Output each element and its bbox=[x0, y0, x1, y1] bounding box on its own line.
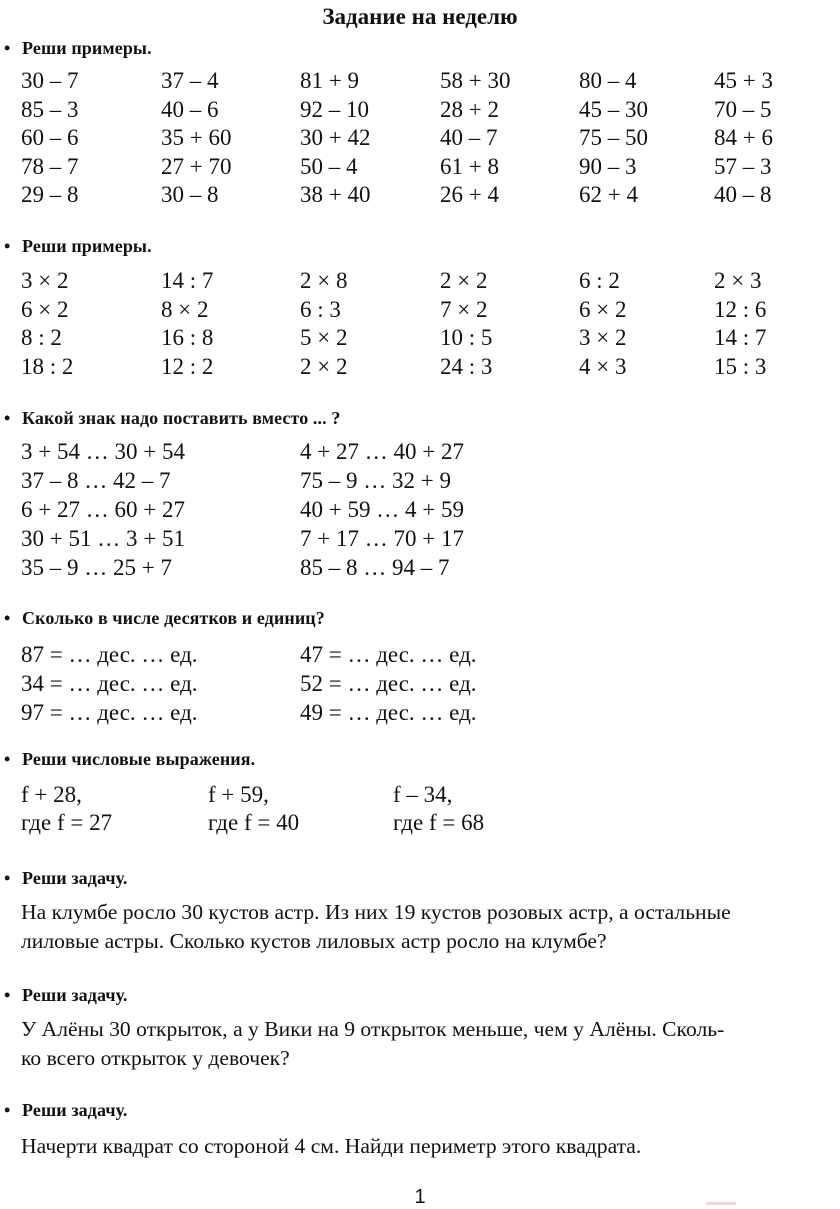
example-item: 28 + 2 bbox=[440, 96, 499, 122]
example-item: 6 × 2 bbox=[21, 296, 69, 322]
expression-condition: где f = 40 bbox=[208, 810, 300, 835]
example-item: 38 + 40 bbox=[300, 182, 371, 207]
page-title: Задание на неделю bbox=[322, 4, 518, 29]
example-item: 14 : 7 bbox=[714, 325, 767, 350]
task-2-heading bbox=[4, 236, 152, 257]
example-item: 3 × 2 bbox=[21, 268, 69, 293]
example-item: 2 × 2 bbox=[440, 268, 488, 293]
example-item: 29 – 8 bbox=[21, 182, 79, 207]
example-item: 75 – 50 bbox=[579, 125, 648, 150]
example-item: 30 – 8 bbox=[161, 182, 219, 207]
example-item: 92 – 10 bbox=[300, 96, 369, 122]
example-item: 2 × 2 bbox=[300, 353, 348, 379]
example-item: 57 – 3 bbox=[714, 153, 772, 179]
comparison-item: 7 + 17 … 70 + 17 bbox=[300, 526, 464, 551]
task-8-heading bbox=[4, 1100, 127, 1121]
example-item: 6 × 2 bbox=[579, 296, 627, 322]
place-value-item: 47 = … дес. … ед. bbox=[300, 642, 477, 667]
expression-text: f + 59, bbox=[208, 782, 269, 807]
example-item: 80 – 4 bbox=[579, 68, 637, 93]
example-item: 27 + 70 bbox=[161, 153, 232, 179]
example-item: 7 × 2 bbox=[440, 296, 488, 322]
page-corner-mark bbox=[706, 1202, 736, 1205]
comparison-item: 30 + 51 … 3 + 51 bbox=[21, 526, 185, 551]
comparison-item: 3 + 54 … 30 + 54 bbox=[21, 439, 185, 464]
bullet-icon: • bbox=[4, 408, 11, 428]
example-item: 2 × 8 bbox=[300, 268, 348, 293]
example-item: 16 : 8 bbox=[161, 325, 214, 350]
problem-line: На клумбе росло 30 кустов астр. Из них 19 кустов розовых астр, а остальные bbox=[21, 900, 731, 924]
example-item: 4 × 3 bbox=[579, 353, 627, 379]
example-item: 85 – 3 bbox=[21, 96, 79, 122]
example-item: 40 – 8 bbox=[714, 182, 772, 207]
example-item: 90 – 3 bbox=[579, 153, 637, 179]
task-4-heading bbox=[4, 608, 325, 629]
example-item: 2 × 3 bbox=[714, 268, 762, 293]
example-item: 15 : 3 bbox=[714, 353, 767, 379]
bullet-icon: • bbox=[4, 1100, 11, 1120]
comparison-item: 35 – 9 … 25 + 7 bbox=[21, 555, 172, 580]
example-item: 45 + 3 bbox=[714, 68, 773, 93]
example-item: 60 – 6 bbox=[21, 125, 79, 150]
example-item: 30 – 7 bbox=[21, 68, 79, 93]
task-8-problem-text bbox=[21, 1132, 837, 1161]
example-item: 78 – 7 bbox=[21, 153, 79, 179]
task-7-heading-text: Реши задачу. bbox=[22, 985, 128, 1005]
bullet-icon: • bbox=[4, 236, 11, 256]
example-item: 61 + 8 bbox=[440, 153, 499, 179]
expression-item bbox=[208, 781, 299, 837]
task-6-heading-text: Реши задачу. bbox=[22, 868, 128, 888]
expression-condition: где f = 68 bbox=[393, 810, 485, 835]
example-item: 58 + 30 bbox=[440, 68, 511, 93]
expression-item bbox=[393, 781, 484, 837]
place-value-item: 34 = … дес. … ед. bbox=[21, 671, 198, 696]
expression-item bbox=[21, 781, 112, 837]
example-item: 6 : 2 bbox=[579, 268, 620, 293]
example-item: 84 + 6 bbox=[714, 125, 773, 150]
example-item: 6 : 3 bbox=[300, 296, 341, 322]
expression-text: f + 28, bbox=[21, 782, 82, 807]
place-value-item: 52 = … дес. … ед. bbox=[300, 671, 477, 696]
example-item: 10 : 5 bbox=[440, 325, 493, 350]
task-6-heading bbox=[4, 868, 127, 889]
place-value-item: 87 = … дес. … ед. bbox=[21, 642, 198, 667]
task-2-heading-text: Реши примеры. bbox=[22, 236, 152, 256]
example-item: 3 × 2 bbox=[579, 325, 627, 350]
example-item: 8 × 2 bbox=[161, 296, 209, 322]
task-1-heading-text: Реши примеры. bbox=[22, 38, 152, 58]
example-item: 81 + 9 bbox=[300, 68, 359, 93]
example-item: 35 + 60 bbox=[161, 125, 232, 150]
example-item: 40 – 7 bbox=[440, 125, 498, 150]
task-6-problem-text bbox=[21, 898, 837, 956]
task-8-heading-text: Реши задачу. bbox=[22, 1100, 128, 1120]
task-5-heading bbox=[4, 749, 255, 770]
task-7-problem-text bbox=[21, 1015, 837, 1073]
task-1-heading bbox=[4, 38, 152, 59]
example-item: 14 : 7 bbox=[161, 268, 214, 293]
place-value-item: 49 = … дес. … ед. bbox=[300, 700, 477, 725]
comparison-item: 4 + 27 … 40 + 27 bbox=[300, 439, 464, 464]
bullet-icon: • bbox=[4, 608, 11, 628]
task-3-heading bbox=[4, 408, 340, 429]
example-item: 70 – 5 bbox=[714, 96, 772, 122]
example-item: 30 + 42 bbox=[300, 125, 371, 150]
example-item: 12 : 6 bbox=[714, 296, 767, 322]
page-number: 1 bbox=[414, 1186, 426, 1208]
problem-line: У Алёны 30 открыток, а у Вики на 9 открыток меньше, чем у Алёны. Сколь- bbox=[21, 1017, 725, 1041]
example-item: 12 : 2 bbox=[161, 353, 214, 379]
example-item: 40 – 6 bbox=[161, 96, 219, 122]
task-5-heading-text: Реши числовые выражения. bbox=[22, 749, 256, 769]
example-item: 24 : 3 bbox=[440, 353, 493, 379]
example-item: 26 + 4 bbox=[440, 182, 499, 207]
example-item: 5 × 2 bbox=[300, 325, 348, 350]
task-4-heading-text: Сколько в числе десятков и единиц? bbox=[22, 608, 325, 628]
example-item: 37 – 4 bbox=[161, 68, 219, 93]
bullet-icon: • bbox=[4, 38, 11, 58]
comparison-item: 37 – 8 … 42 – 7 bbox=[21, 468, 171, 493]
place-value-item: 97 = … дес. … ед. bbox=[21, 700, 198, 725]
bullet-icon: • bbox=[4, 985, 11, 1005]
problem-line: ко всего открыток у девочек? bbox=[21, 1046, 290, 1070]
bullet-icon: • bbox=[4, 749, 11, 769]
expression-condition: где f = 27 bbox=[21, 810, 113, 835]
problem-line: лиловые астры. Сколько кустов лиловых астр росло на клумбе? bbox=[21, 929, 607, 953]
comparison-item: 6 + 27 … 60 + 27 bbox=[21, 497, 185, 522]
problem-line: Начерти квадрат со стороной 4 см. Найди периметр этого квадрата. bbox=[21, 1134, 642, 1158]
comparison-item: 40 + 59 … 4 + 59 bbox=[300, 497, 464, 522]
example-item: 8 : 2 bbox=[21, 325, 62, 350]
example-item: 18 : 2 bbox=[21, 353, 74, 379]
comparison-item: 75 – 9 … 32 + 9 bbox=[300, 468, 451, 493]
example-item: 50 – 4 bbox=[300, 153, 358, 179]
example-item: 45 – 30 bbox=[579, 96, 648, 122]
expression-text: f – 34, bbox=[393, 782, 453, 807]
example-item: 62 + 4 bbox=[579, 182, 638, 207]
comparison-item: 85 – 8 … 94 – 7 bbox=[300, 555, 450, 580]
bullet-icon: • bbox=[4, 868, 11, 888]
task-3-heading-text: Какой знак надо поставить вместо ... ? bbox=[22, 408, 341, 428]
task-7-heading bbox=[4, 985, 127, 1006]
